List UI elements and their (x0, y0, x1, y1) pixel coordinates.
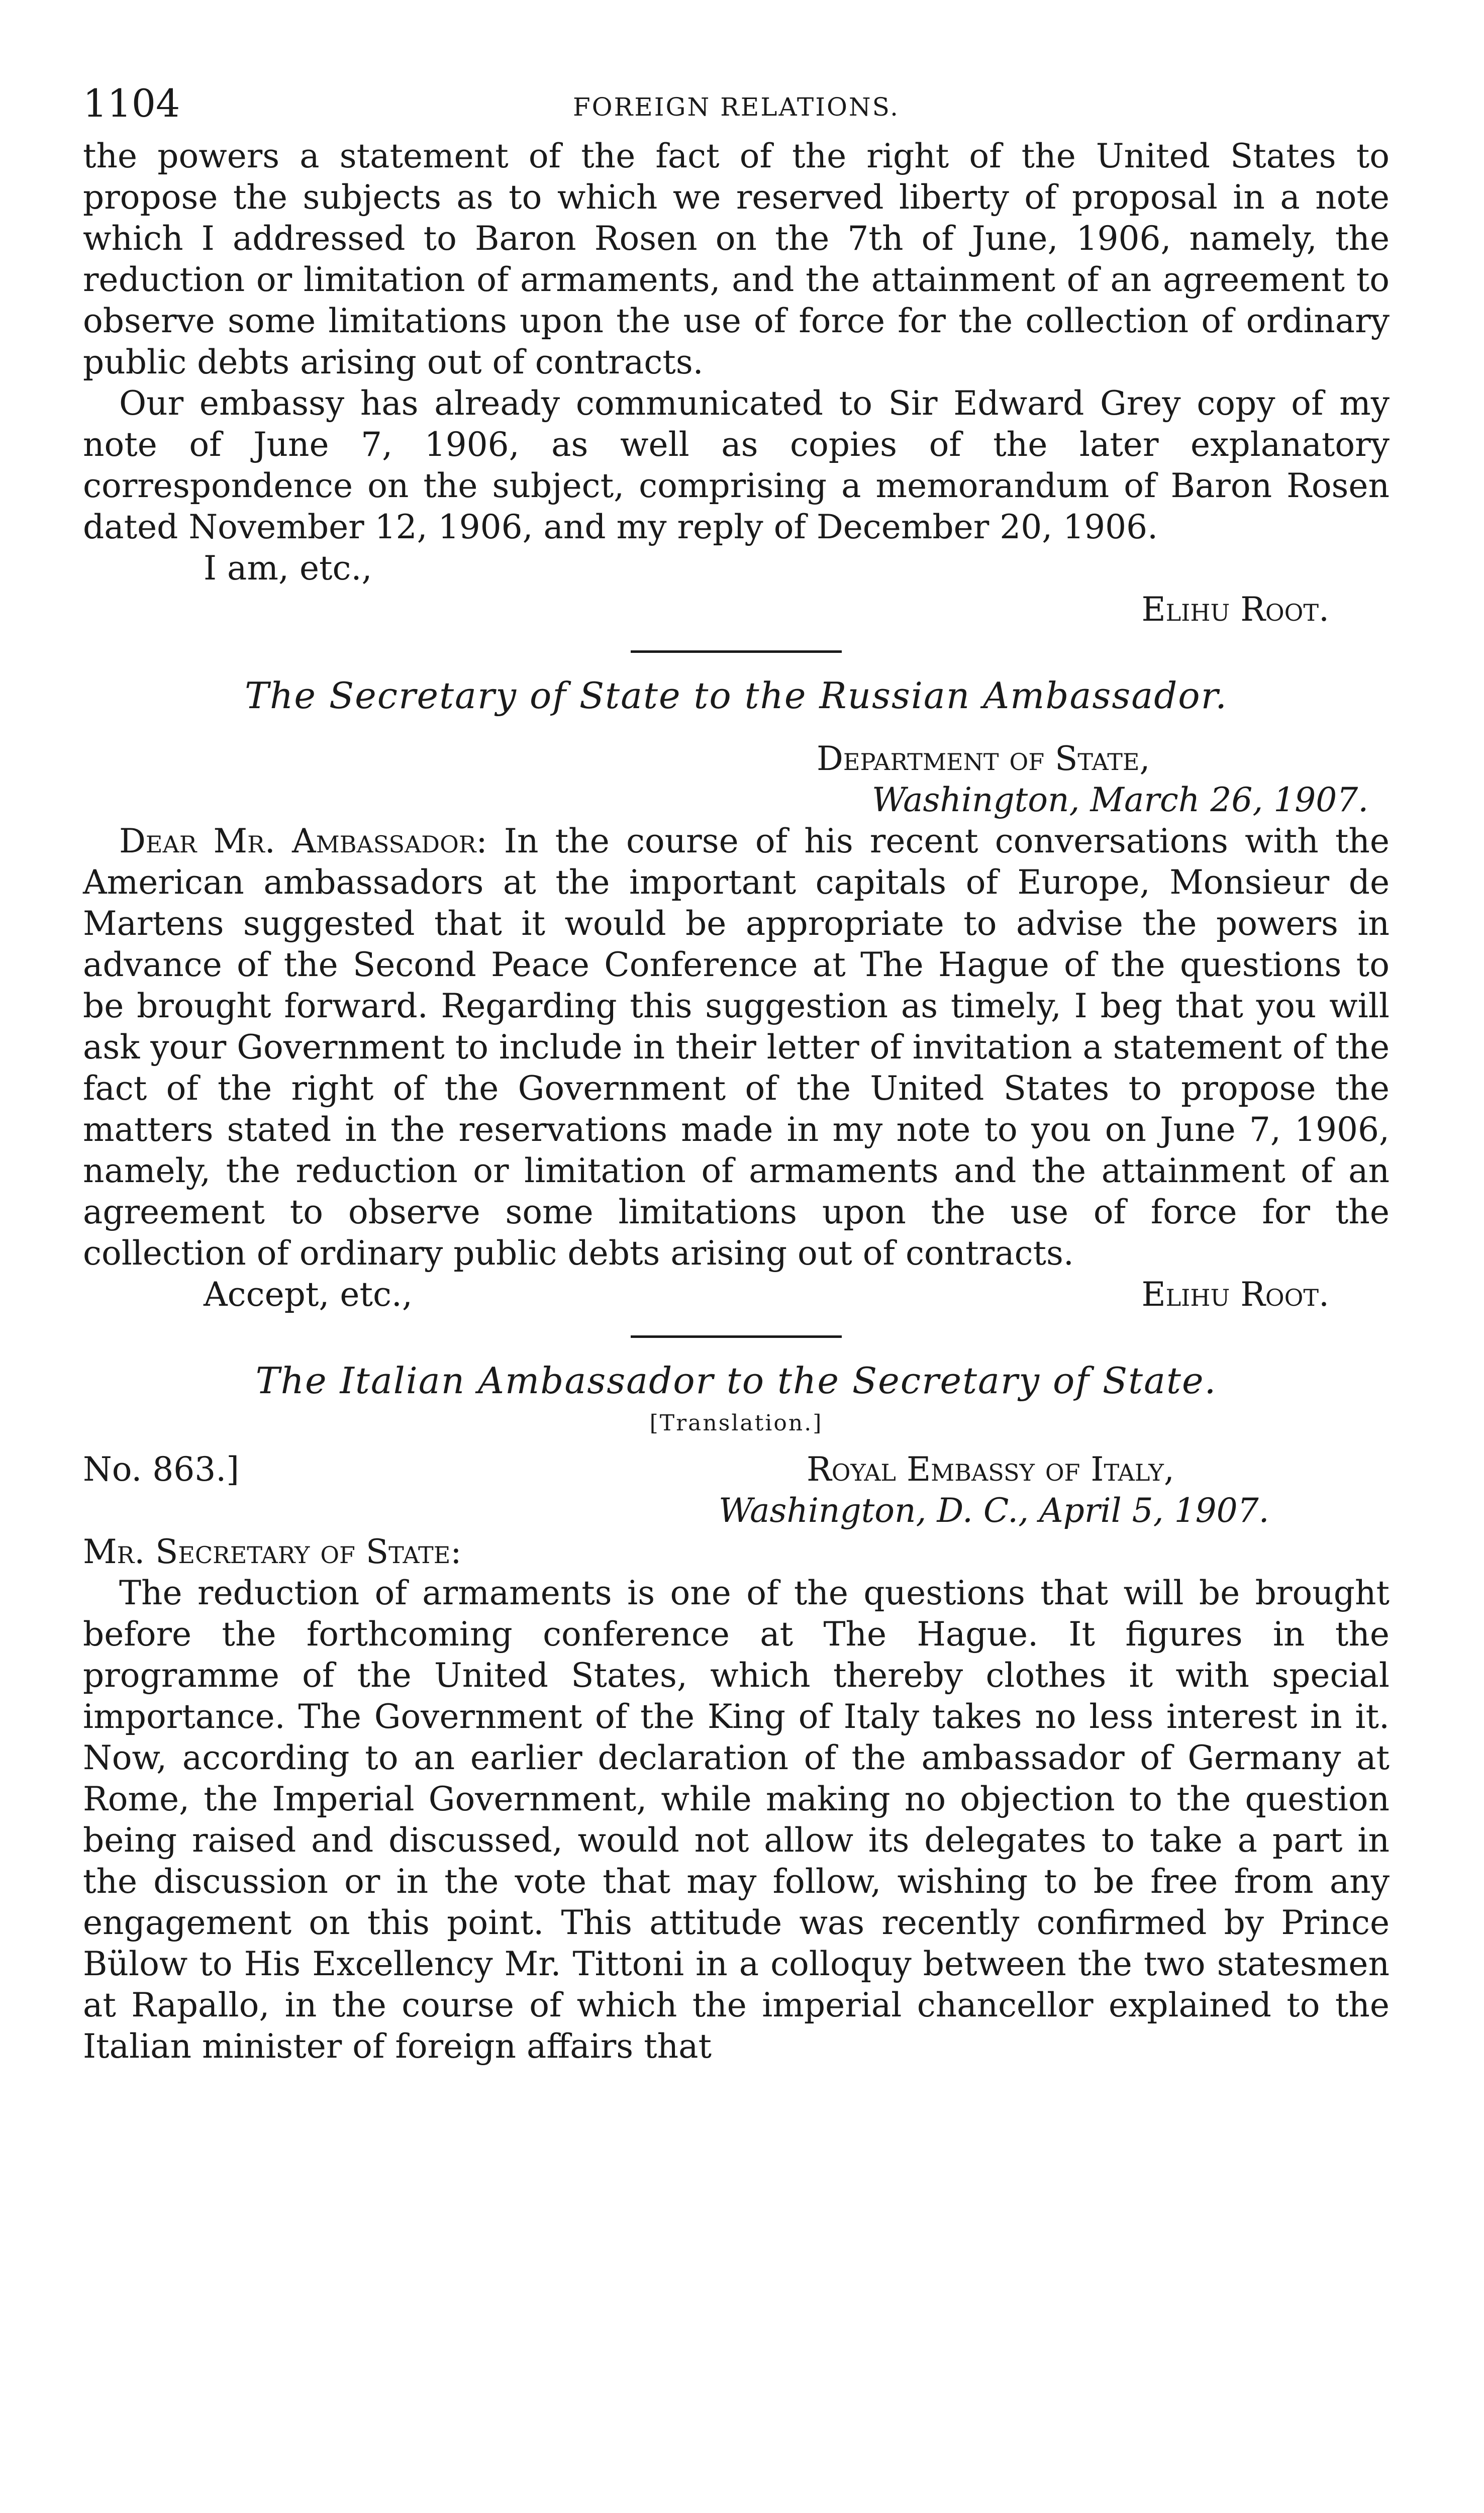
translation-note: [Translation.] (649, 1410, 823, 1436)
section-divider (631, 650, 842, 653)
letter-body-text: In the course of his recent conversations with the American ambassadors at the important capitals of Europe, Monsieur de Martens suggested that it would be appropriate to advise the powers in advance of the Second Peace Conference at The Hague of the questions to be brought forward. Regarding this suggestion as timely, I beg that you will ask your Government to include in their letter of invitation a statement of the fact of the right of the Government of the United States to propose the matters stated in the reservations made in my note to you on June 7, 1906, namely, the reduction or limitation of armaments and the attainment of an agreement to observe some limitations upon the use of force for the collection of ordinary public debts arising out of contracts. (83, 822, 1390, 1273)
paragraph-1: the powers a statement of the fact of the right of the United States to propose the subjects as to which we reserved liberty of proposal in a note which I addressed to Baron Rosen on the 7th of June, 1906, namely, the reduction or limitation of armaments, and the attainment of an agreement to observe some limitations upon the use of force for the collection of ordinary public debts arising out of contracts. (83, 137, 1390, 381)
letter-body: The reduction of armaments is one of the questions that will be brought before the forthcoming conference at The Hague. It figures in the programme of the United States, which thereby clothes it with special importance. The Government of the King of Italy takes no less interest in it. Now, according to an earlier declaration of the ambassador of Germany at Rome, the Imperial Government, while making no objection to the question being raised and discussed, would not allow its delegates to take a part in the discussion or in the vote that may follow, wishing to be free from any engagement on this point. This attitude was recently confirmed by Prince Bülow to His Excellency Mr. Tittoni in a colloquy between the two statesmen at Rapallo, in the course of which the imperial chancellor explained to the Italian minister of foreign affairs that (83, 1574, 1390, 2066)
page-header (83, 75, 1390, 136)
dateline-row-2 (83, 1490, 1390, 1531)
closing-line-2 (83, 1274, 1390, 1315)
salutation: Dear Mr. Ambassador: (119, 822, 487, 860)
salutation: Mr. Secretary of State: (83, 1532, 462, 1571)
salutation-row (83, 1531, 1390, 1573)
dateline-date: Washington, March 26, 1907. (872, 781, 1369, 819)
dateline-place: Department of State, (817, 739, 1150, 778)
signature: Elihu Root. (1141, 1275, 1329, 1314)
paragraph-2: Our embassy has already communicated to Sir Edward Grey copy of my note of June 7, 1906, as well as copies of the later explanatory correspondence on the subject, comprising a memorandum of Baron Rosen dated November 12, 1906, and my reply of December 20, 1906. (83, 384, 1390, 546)
closing-line-1 (83, 548, 1390, 589)
document-title: The Italian Ambassador to the Secretary of State. (255, 1360, 1217, 1402)
document-page (83, 75, 1390, 2488)
dateline-place: Royal Embassy of Italy, (807, 1450, 1174, 1489)
page-number: 1104 (83, 81, 180, 126)
dateline-row (83, 1449, 1390, 1490)
closing-text: Accept, etc., (204, 1275, 413, 1314)
signature-line-1 (83, 589, 1390, 630)
section-divider (631, 1335, 842, 1338)
letter-body (83, 821, 1390, 1274)
dispatch-number: No. 863.] (83, 1450, 239, 1489)
running-head: FOREIGN RELATIONS. (572, 92, 900, 122)
closing-text: I am, etc., (204, 549, 372, 588)
dateline-date: Washington, D. C., April 5, 1907. (719, 1491, 1269, 1530)
dateline (83, 738, 1390, 821)
document-title: The Secretary of State to the Russian Ambassador. (244, 674, 1228, 717)
signature: Elihu Root. (1141, 590, 1329, 629)
